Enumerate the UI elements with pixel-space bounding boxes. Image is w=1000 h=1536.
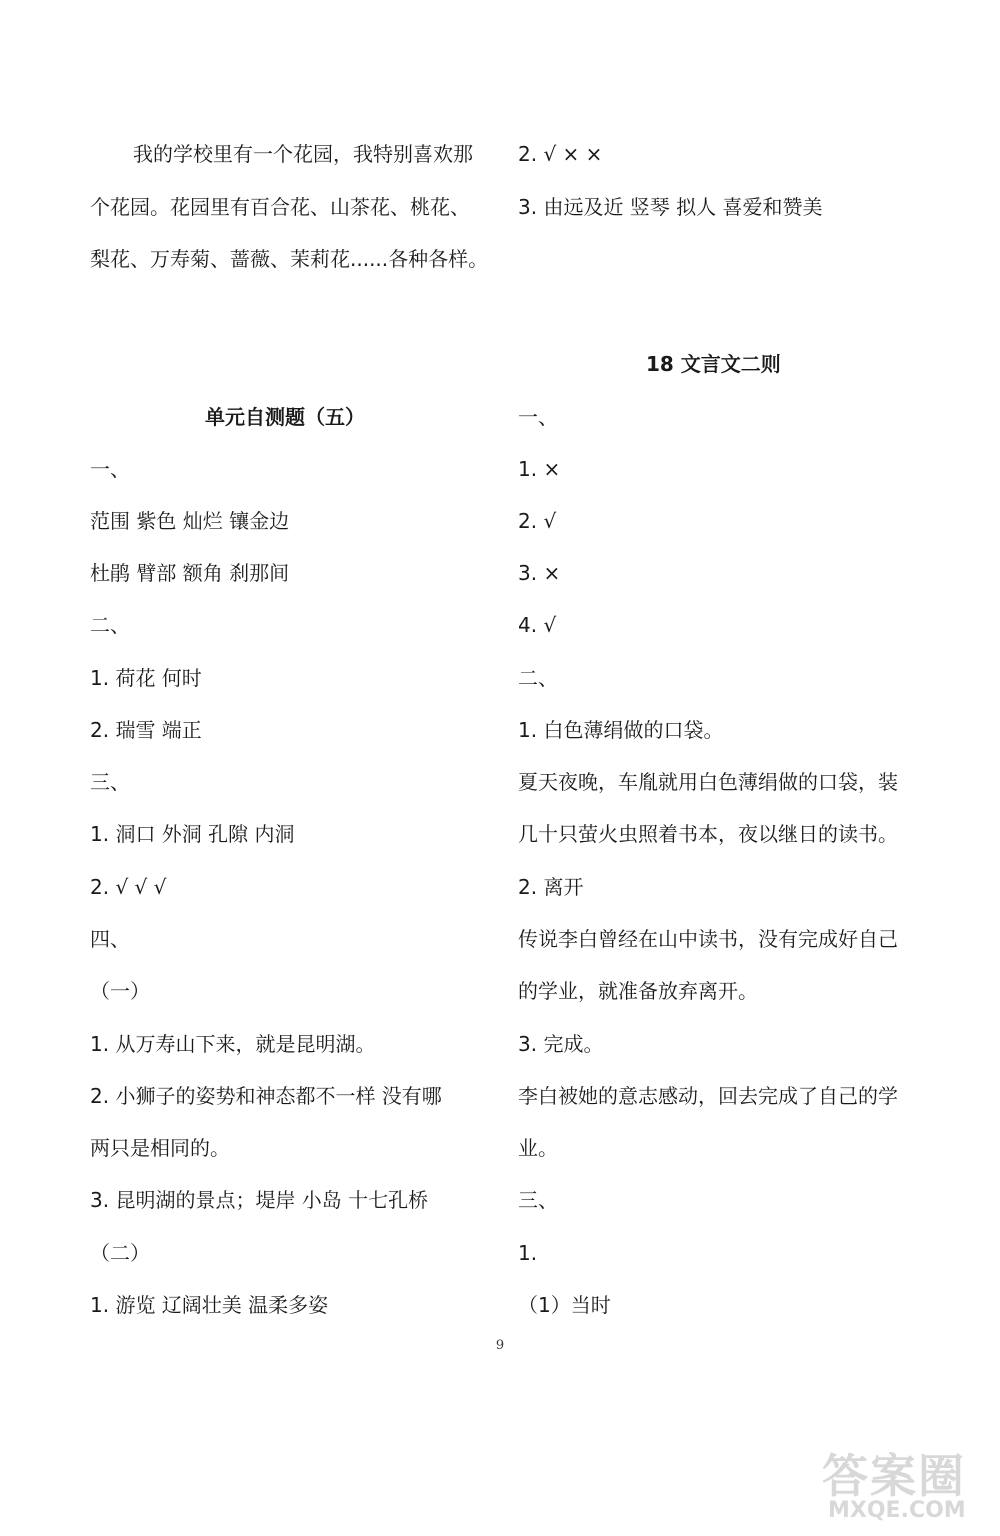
answer-line: （二）	[90, 1241, 150, 1265]
page-number: 9	[495, 1338, 505, 1353]
watermark-logo: 答案圈	[822, 1449, 966, 1503]
watermark-url: MXQE.COM	[828, 1498, 966, 1523]
essay-line: 我的学校里有一个花园，我特别喜欢那	[133, 142, 473, 166]
answer-line: 4. √	[518, 613, 557, 637]
answer-line: 杜鹃 臂部 额角 刹那间	[90, 561, 290, 585]
answer-line: 2. √ √ √	[90, 875, 167, 899]
answer-line: 李白被她的意志感动，回去完成了自己的学	[518, 1084, 898, 1108]
answer-line: 几十只萤火虫照着书本，夜以继日的读书。	[518, 822, 898, 846]
answer-line: （一）	[90, 979, 150, 1003]
section-title: 单元自测题（五）	[205, 405, 365, 429]
answer-line: 1. 游览 辽阔壮美 温柔多姿	[90, 1293, 329, 1317]
section-title: 18 文言文二则	[646, 352, 781, 376]
answer-line: 业。	[518, 1136, 558, 1160]
answer-line: 二、	[90, 613, 130, 637]
answer-line: 的学业，就准备放弃离开。	[518, 979, 758, 1003]
answer-line: 二、	[518, 666, 558, 690]
answer-line: 2. 小狮子的姿势和神态都不一样 没有哪	[90, 1084, 442, 1108]
answer-line: 一、	[90, 457, 130, 481]
answer-line: 2. 瑞雪 端正	[90, 718, 202, 742]
answer-line: 2. 离开	[518, 875, 584, 899]
answer-line: 范围 紫色 灿烂 镶金边	[90, 509, 290, 533]
answer-line: 四、	[90, 927, 130, 951]
answer-line: 传说李白曾经在山中读书，没有完成好自己	[518, 927, 898, 951]
answer-line: 一、	[518, 405, 558, 429]
answer-line: 三、	[518, 1188, 558, 1212]
essay-line: 个花园。花园里有百合花、山茶花、桃花、	[90, 195, 470, 219]
answer-line: 1. 白色薄绢做的口袋。	[518, 718, 724, 742]
answer-line: 夏天夜晚，车胤就用白色薄绢做的口袋，装	[518, 770, 898, 794]
answer-line: 2. √ × ×	[518, 142, 603, 166]
answer-line: 3. 昆明湖的景点；堤岸 小岛 十七孔桥	[90, 1188, 429, 1212]
watermark	[822, 1440, 992, 1530]
answer-line: 1. ×	[518, 457, 561, 481]
answer-line: （1）当时	[518, 1293, 611, 1317]
answer-line: 两只是相同的。	[90, 1136, 230, 1160]
answer-line: 1. 洞口 外洞 孔隙 内洞	[90, 822, 295, 846]
answer-line: 1.	[518, 1241, 538, 1265]
answer-line: 1. 荷花 何时	[90, 666, 202, 690]
answer-line: 1. 从万寿山下来，就是昆明湖。	[90, 1032, 376, 1056]
answer-line: 3. ×	[518, 561, 561, 585]
essay-line: 梨花、万寿菊、蔷薇、茉莉花......各种各样。	[90, 247, 489, 271]
answer-line: 3. 完成。	[518, 1032, 604, 1056]
answer-line: 3. 由远及近 竖琴 拟人 喜爱和赞美	[518, 195, 823, 219]
answer-line: 2. √	[518, 509, 557, 533]
answer-line: 三、	[90, 770, 130, 794]
